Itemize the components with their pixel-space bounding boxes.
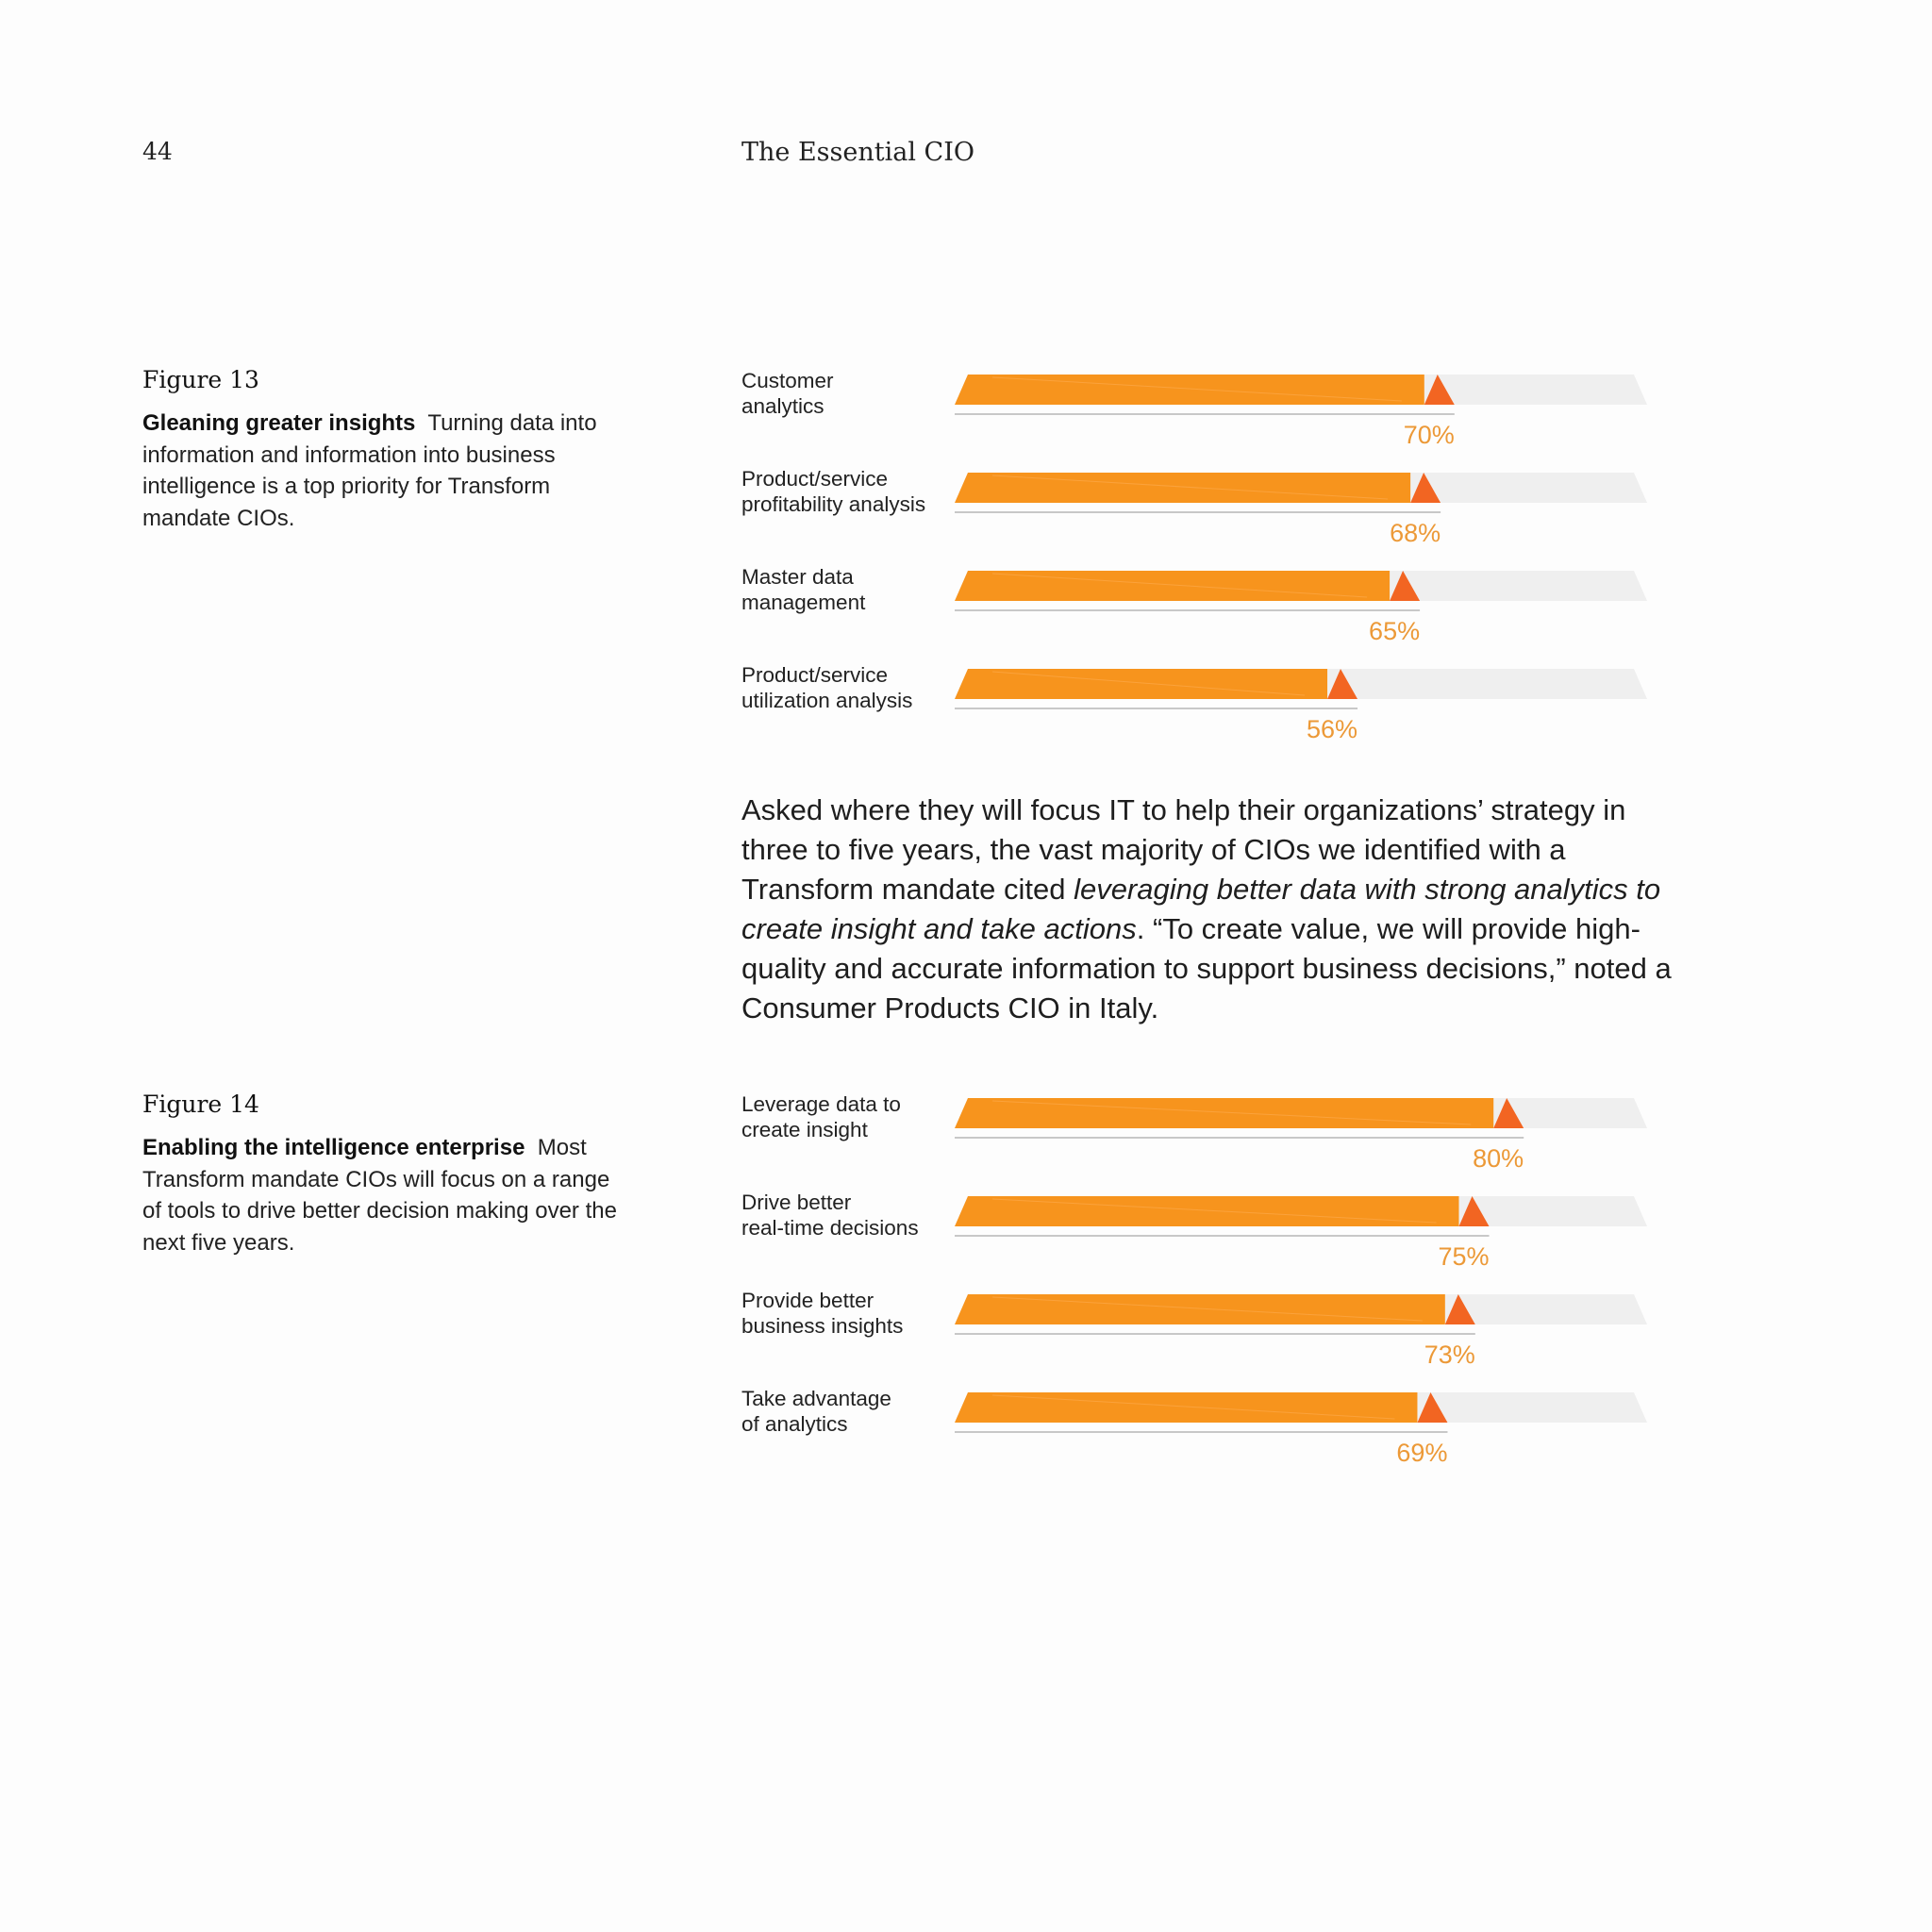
bar-svg bbox=[955, 669, 1647, 710]
bar-track bbox=[955, 1294, 1647, 1326]
category-label-line: Provide better bbox=[741, 1289, 874, 1312]
value-label: 75% bbox=[1438, 1242, 1490, 1271]
bar-svg bbox=[955, 1196, 1647, 1238]
figure-13-caption-text: Turning data into information and information into business intelligence is a top priority for Transform mandate CIOs. bbox=[142, 410, 597, 531]
category-label-line: Drive better bbox=[741, 1191, 852, 1214]
category-label-line: management bbox=[741, 591, 866, 614]
figure-13-caption bbox=[142, 408, 633, 534]
category-label bbox=[741, 1091, 949, 1142]
value-label: 68% bbox=[1390, 519, 1441, 547]
value-label: 56% bbox=[1306, 715, 1358, 743]
value-label: 65% bbox=[1369, 617, 1421, 645]
bar-row bbox=[741, 466, 1685, 564]
bar-row bbox=[741, 662, 1685, 760]
bar-svg bbox=[955, 1294, 1647, 1336]
bar-svg bbox=[955, 571, 1647, 612]
category-label-line: profitability analysis bbox=[741, 492, 926, 516]
body-paragraph bbox=[741, 791, 1685, 1028]
bar-track bbox=[955, 375, 1647, 407]
bar-row bbox=[741, 1190, 1685, 1288]
value-label: 80% bbox=[1473, 1144, 1524, 1173]
category-label bbox=[741, 1190, 949, 1241]
category-label bbox=[741, 564, 949, 615]
category-label bbox=[741, 662, 949, 713]
category-label-line: real-time decisions bbox=[741, 1216, 919, 1240]
bar-track bbox=[955, 1098, 1647, 1130]
category-label-line: Leverage data to bbox=[741, 1092, 901, 1116]
bar-svg bbox=[955, 375, 1647, 416]
category-label bbox=[741, 1386, 949, 1437]
category-label-line: create insight bbox=[741, 1118, 868, 1141]
category-label bbox=[741, 1288, 949, 1339]
page-number: 44 bbox=[142, 138, 173, 165]
bar-row bbox=[741, 368, 1685, 466]
category-label bbox=[741, 368, 949, 419]
category-label-line: Master data bbox=[741, 565, 854, 589]
category-label-line: Take advantage bbox=[741, 1387, 891, 1410]
bar-track bbox=[955, 669, 1647, 701]
value-label: 69% bbox=[1396, 1439, 1448, 1467]
body-text-part-2: . “To create value, we will provide high-quality and accurate information to support business decisions,” noted a Consumer Products CIO in Italy. bbox=[741, 912, 1672, 1024]
bar-row bbox=[741, 1091, 1685, 1190]
figure-14-label: Figure 14 bbox=[142, 1091, 259, 1118]
category-label-line: utilization analysis bbox=[741, 689, 913, 712]
category-label-line: business insights bbox=[741, 1314, 904, 1338]
bar-track bbox=[955, 1392, 1647, 1424]
value-label: 70% bbox=[1403, 421, 1455, 449]
bar-row bbox=[741, 1288, 1685, 1386]
figure-14-caption-title: Enabling the intelligence enterprise bbox=[142, 1135, 525, 1160]
body-text-part-1: Asked where they will focus IT to help their organizations’ strategy in three to five years, the vast majority of CIOs we identified with a Transform mandate cited bbox=[741, 793, 1626, 906]
bar-track bbox=[955, 571, 1647, 603]
category-label-line: Product/service bbox=[741, 467, 889, 491]
bar-track bbox=[955, 473, 1647, 505]
category-label bbox=[741, 466, 949, 517]
bar-track bbox=[955, 1196, 1647, 1228]
category-label-line: of analytics bbox=[741, 1412, 848, 1436]
figure-13-chart bbox=[741, 368, 1685, 764]
figure-13-label: Figure 13 bbox=[142, 366, 259, 393]
bar-svg bbox=[955, 1392, 1647, 1434]
running-title: The Essential CIO bbox=[741, 138, 975, 167]
bar-svg bbox=[955, 1098, 1647, 1140]
value-label: 73% bbox=[1424, 1341, 1475, 1369]
bar-row bbox=[741, 564, 1685, 662]
category-label-line: Customer bbox=[741, 369, 834, 392]
bar-svg bbox=[955, 473, 1647, 514]
figure-14-chart bbox=[741, 1091, 1685, 1488]
figure-14-caption bbox=[142, 1132, 633, 1258]
body-text-emphasis: leveraging better data with strong analytics to create insight and take actions bbox=[741, 873, 1661, 945]
figure-13-caption-title: Gleaning greater insights bbox=[142, 410, 416, 436]
category-label-line: Product/service bbox=[741, 663, 889, 687]
bar-row bbox=[741, 1386, 1685, 1484]
figure-14-caption-text: Most Transform mandate CIOs will focus on a range of tools to drive better decision making over the next five years. bbox=[142, 1135, 617, 1256]
category-label-line: analytics bbox=[741, 394, 824, 418]
